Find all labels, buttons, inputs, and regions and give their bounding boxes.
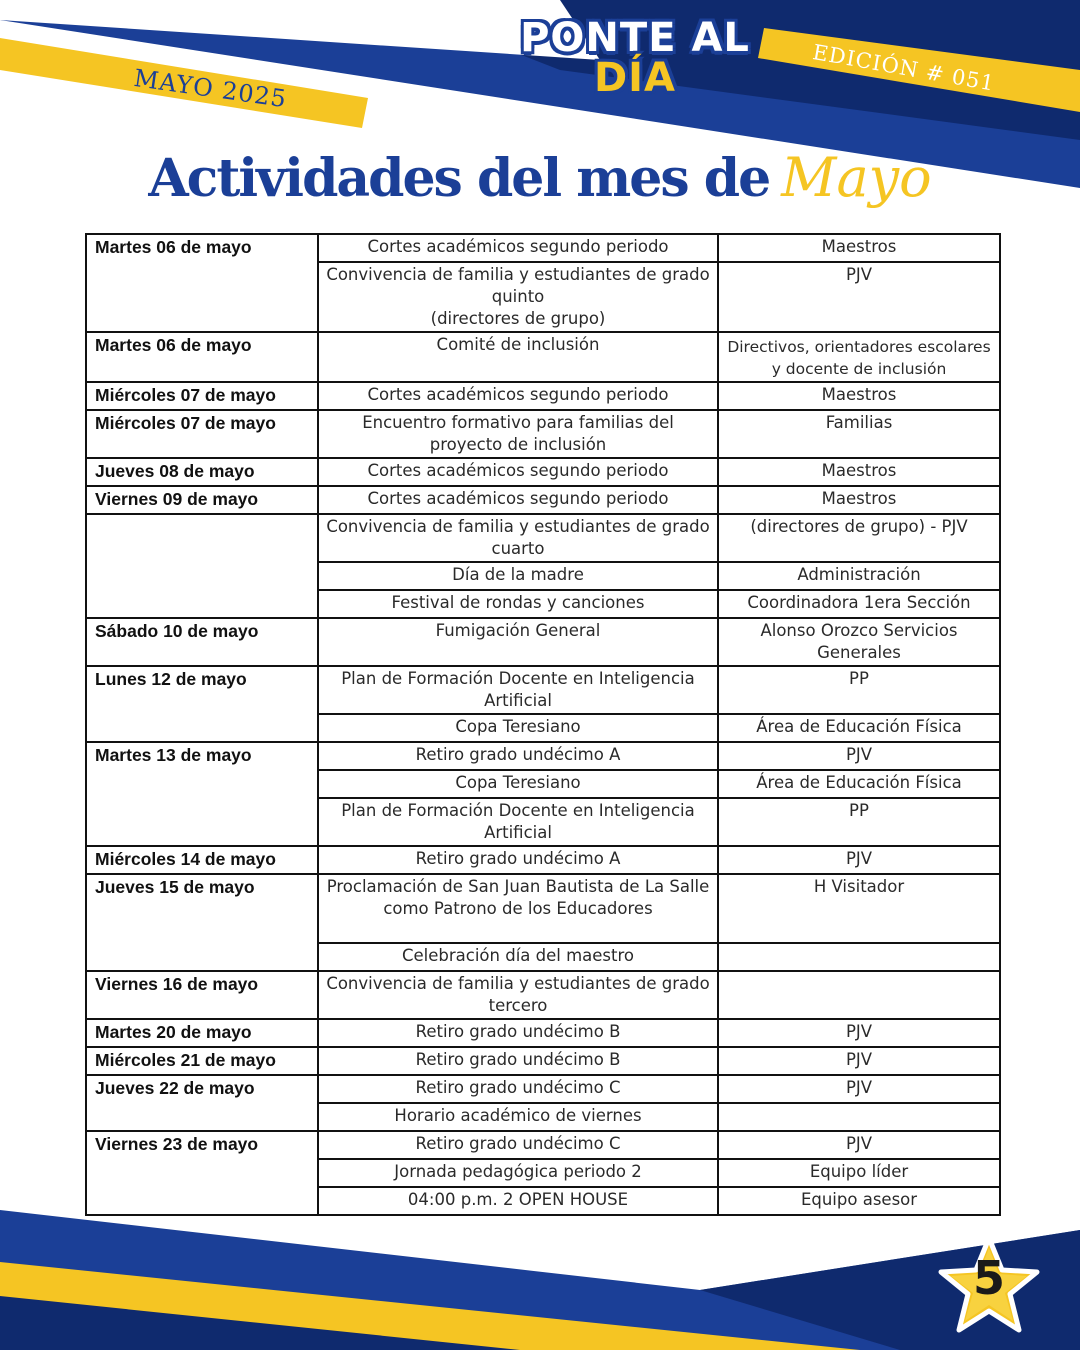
responsible-cell	[718, 943, 1000, 971]
responsible-cell: PJV	[718, 1075, 1000, 1103]
table-row	[86, 332, 1000, 382]
table-row	[86, 666, 1000, 714]
activity-cell: Plan de Formación Docente en Inteligencia Artificial	[318, 666, 718, 714]
responsible-cell	[718, 1103, 1000, 1131]
responsible-cell: Alonso Orozco Servicios Generales	[718, 618, 1000, 666]
responsible-cell: PJV	[718, 846, 1000, 874]
logo-line-1: PONTE AL	[520, 15, 750, 61]
activity-cell: Convivencia de familia y estudiantes de grado quinto (directores de grupo)	[318, 262, 718, 332]
responsible-cell: PJV	[718, 1047, 1000, 1075]
table-row	[86, 486, 1000, 514]
responsible-cell: PJV	[718, 262, 1000, 332]
activity-cell: Convivencia de familia y estudiantes de grado cuarto	[318, 514, 718, 562]
activity-cell: Plan de Formación Docente en Inteligencia Artificial	[318, 798, 718, 846]
responsible-cell: Coordinadora 1era Sección	[718, 590, 1000, 618]
responsible-cell: Familias	[718, 410, 1000, 458]
table-row	[86, 1075, 1000, 1103]
activity-cell: 04:00 p.m. 2 OPEN HOUSE	[318, 1187, 718, 1215]
table-row	[86, 742, 1000, 770]
page-title	[0, 146, 1080, 209]
activity-cell: Jornada pedagógica periodo 2	[318, 1159, 718, 1187]
date-cell: Miércoles 07 de mayo	[86, 410, 318, 458]
responsible-cell: Maestros	[718, 458, 1000, 486]
date-cell: Miércoles 07 de mayo	[86, 382, 318, 410]
activity-cell: Retiro grado undécimo C	[318, 1075, 718, 1103]
title-main: Actividades del mes de	[148, 148, 770, 209]
activity-cell: Comité de inclusión	[318, 332, 718, 382]
activity-cell: Retiro grado undécimo C	[318, 1131, 718, 1159]
table-row	[86, 234, 1000, 262]
responsible-cell: Directivos, orientadores escolares y docente de inclusión	[718, 332, 1000, 382]
responsible-cell: Maestros	[718, 234, 1000, 262]
activity-cell: Retiro grado undécimo B	[318, 1019, 718, 1047]
responsible-cell: Equipo líder	[718, 1159, 1000, 1187]
activity-cell: Copa Teresiano	[318, 714, 718, 742]
date-cell: Martes 20 de mayo	[86, 1019, 318, 1047]
table-row	[86, 1019, 1000, 1047]
responsible-cell: PP	[718, 798, 1000, 846]
date-cell: Miércoles 14 de mayo	[86, 846, 318, 874]
newsletter-logo	[500, 15, 770, 101]
date-cell: Miércoles 21 de mayo	[86, 1047, 318, 1075]
table-row	[86, 382, 1000, 410]
date-cell: Jueves 15 de mayo	[86, 874, 318, 971]
responsible-cell: Administración	[718, 562, 1000, 590]
activity-cell: Cortes académicos segundo periodo	[318, 382, 718, 410]
date-cell: Lunes 12 de mayo	[86, 666, 318, 742]
date-cell: Viernes 23 de mayo	[86, 1131, 318, 1215]
responsible-cell: Área de Educación Física	[718, 770, 1000, 798]
activity-cell: Retiro grado undécimo A	[318, 742, 718, 770]
activity-cell: Encuentro formativo para familias del proyecto de inclusión	[318, 410, 718, 458]
date-cell: Jueves 08 de mayo	[86, 458, 318, 486]
title-accent: Mayo	[781, 146, 932, 209]
date-cell: Martes 13 de mayo	[86, 742, 318, 846]
activity-cell: Retiro grado undécimo A	[318, 846, 718, 874]
responsible-cell: PP	[718, 666, 1000, 714]
responsible-cell	[718, 971, 1000, 1019]
responsible-cell: Área de Educación Física	[718, 714, 1000, 742]
date-cell: Martes 06 de mayo	[86, 234, 318, 332]
activity-cell: Día de la madre	[318, 562, 718, 590]
table-row	[86, 971, 1000, 1019]
responsible-cell: PJV	[718, 1019, 1000, 1047]
date-cell: Viernes 16 de mayo	[86, 971, 318, 1019]
responsible-cell: (directores de grupo) - PJV	[718, 514, 1000, 562]
responsible-cell: Maestros	[718, 382, 1000, 410]
table-row	[86, 458, 1000, 486]
logo-line-2: DÍA	[593, 55, 677, 101]
responsible-cell: Maestros	[718, 486, 1000, 514]
issue-date: MAYO 2025	[132, 64, 289, 114]
table-row	[86, 874, 1000, 943]
responsible-cell: Equipo asesor	[718, 1187, 1000, 1215]
date-cell: Sábado 10 de mayo	[86, 618, 318, 666]
activity-cell: Convivencia de familia y estudiantes de grado tercero	[318, 971, 718, 1019]
page-number: 5	[972, 1251, 1005, 1305]
activity-cell: Festival de rondas y canciones	[318, 590, 718, 618]
responsible-cell: PJV	[718, 742, 1000, 770]
activity-cell: Retiro grado undécimo B	[318, 1047, 718, 1075]
activity-cell: Cortes académicos segundo periodo	[318, 458, 718, 486]
table-row	[86, 514, 1000, 562]
responsible-cell: H Visitador	[718, 874, 1000, 943]
activities-table	[85, 233, 1001, 1216]
activity-cell: Copa Teresiano	[318, 770, 718, 798]
activity-cell: Fumigación General	[318, 618, 718, 666]
date-cell: Jueves 22 de mayo	[86, 1075, 318, 1131]
edition-number: EDICIÓN # 051	[810, 40, 997, 96]
activity-cell: Celebración día del maestro	[318, 943, 718, 971]
table-row	[86, 410, 1000, 458]
table-row	[86, 846, 1000, 874]
activity-cell: Proclamación de San Juan Bautista de La Salle como Patrono de los Educadores	[318, 874, 718, 943]
table-row	[86, 1131, 1000, 1159]
table-row	[86, 1047, 1000, 1075]
date-cell: Martes 06 de mayo	[86, 332, 318, 382]
activity-cell: Horario académico de viernes	[318, 1103, 718, 1131]
activity-cell: Cortes académicos segundo periodo	[318, 486, 718, 514]
date-cell: Viernes 09 de mayo	[86, 486, 318, 514]
table-row	[86, 618, 1000, 666]
date-cell	[86, 514, 318, 618]
activity-cell: Cortes académicos segundo periodo	[318, 234, 718, 262]
responsible-cell: PJV	[718, 1131, 1000, 1159]
